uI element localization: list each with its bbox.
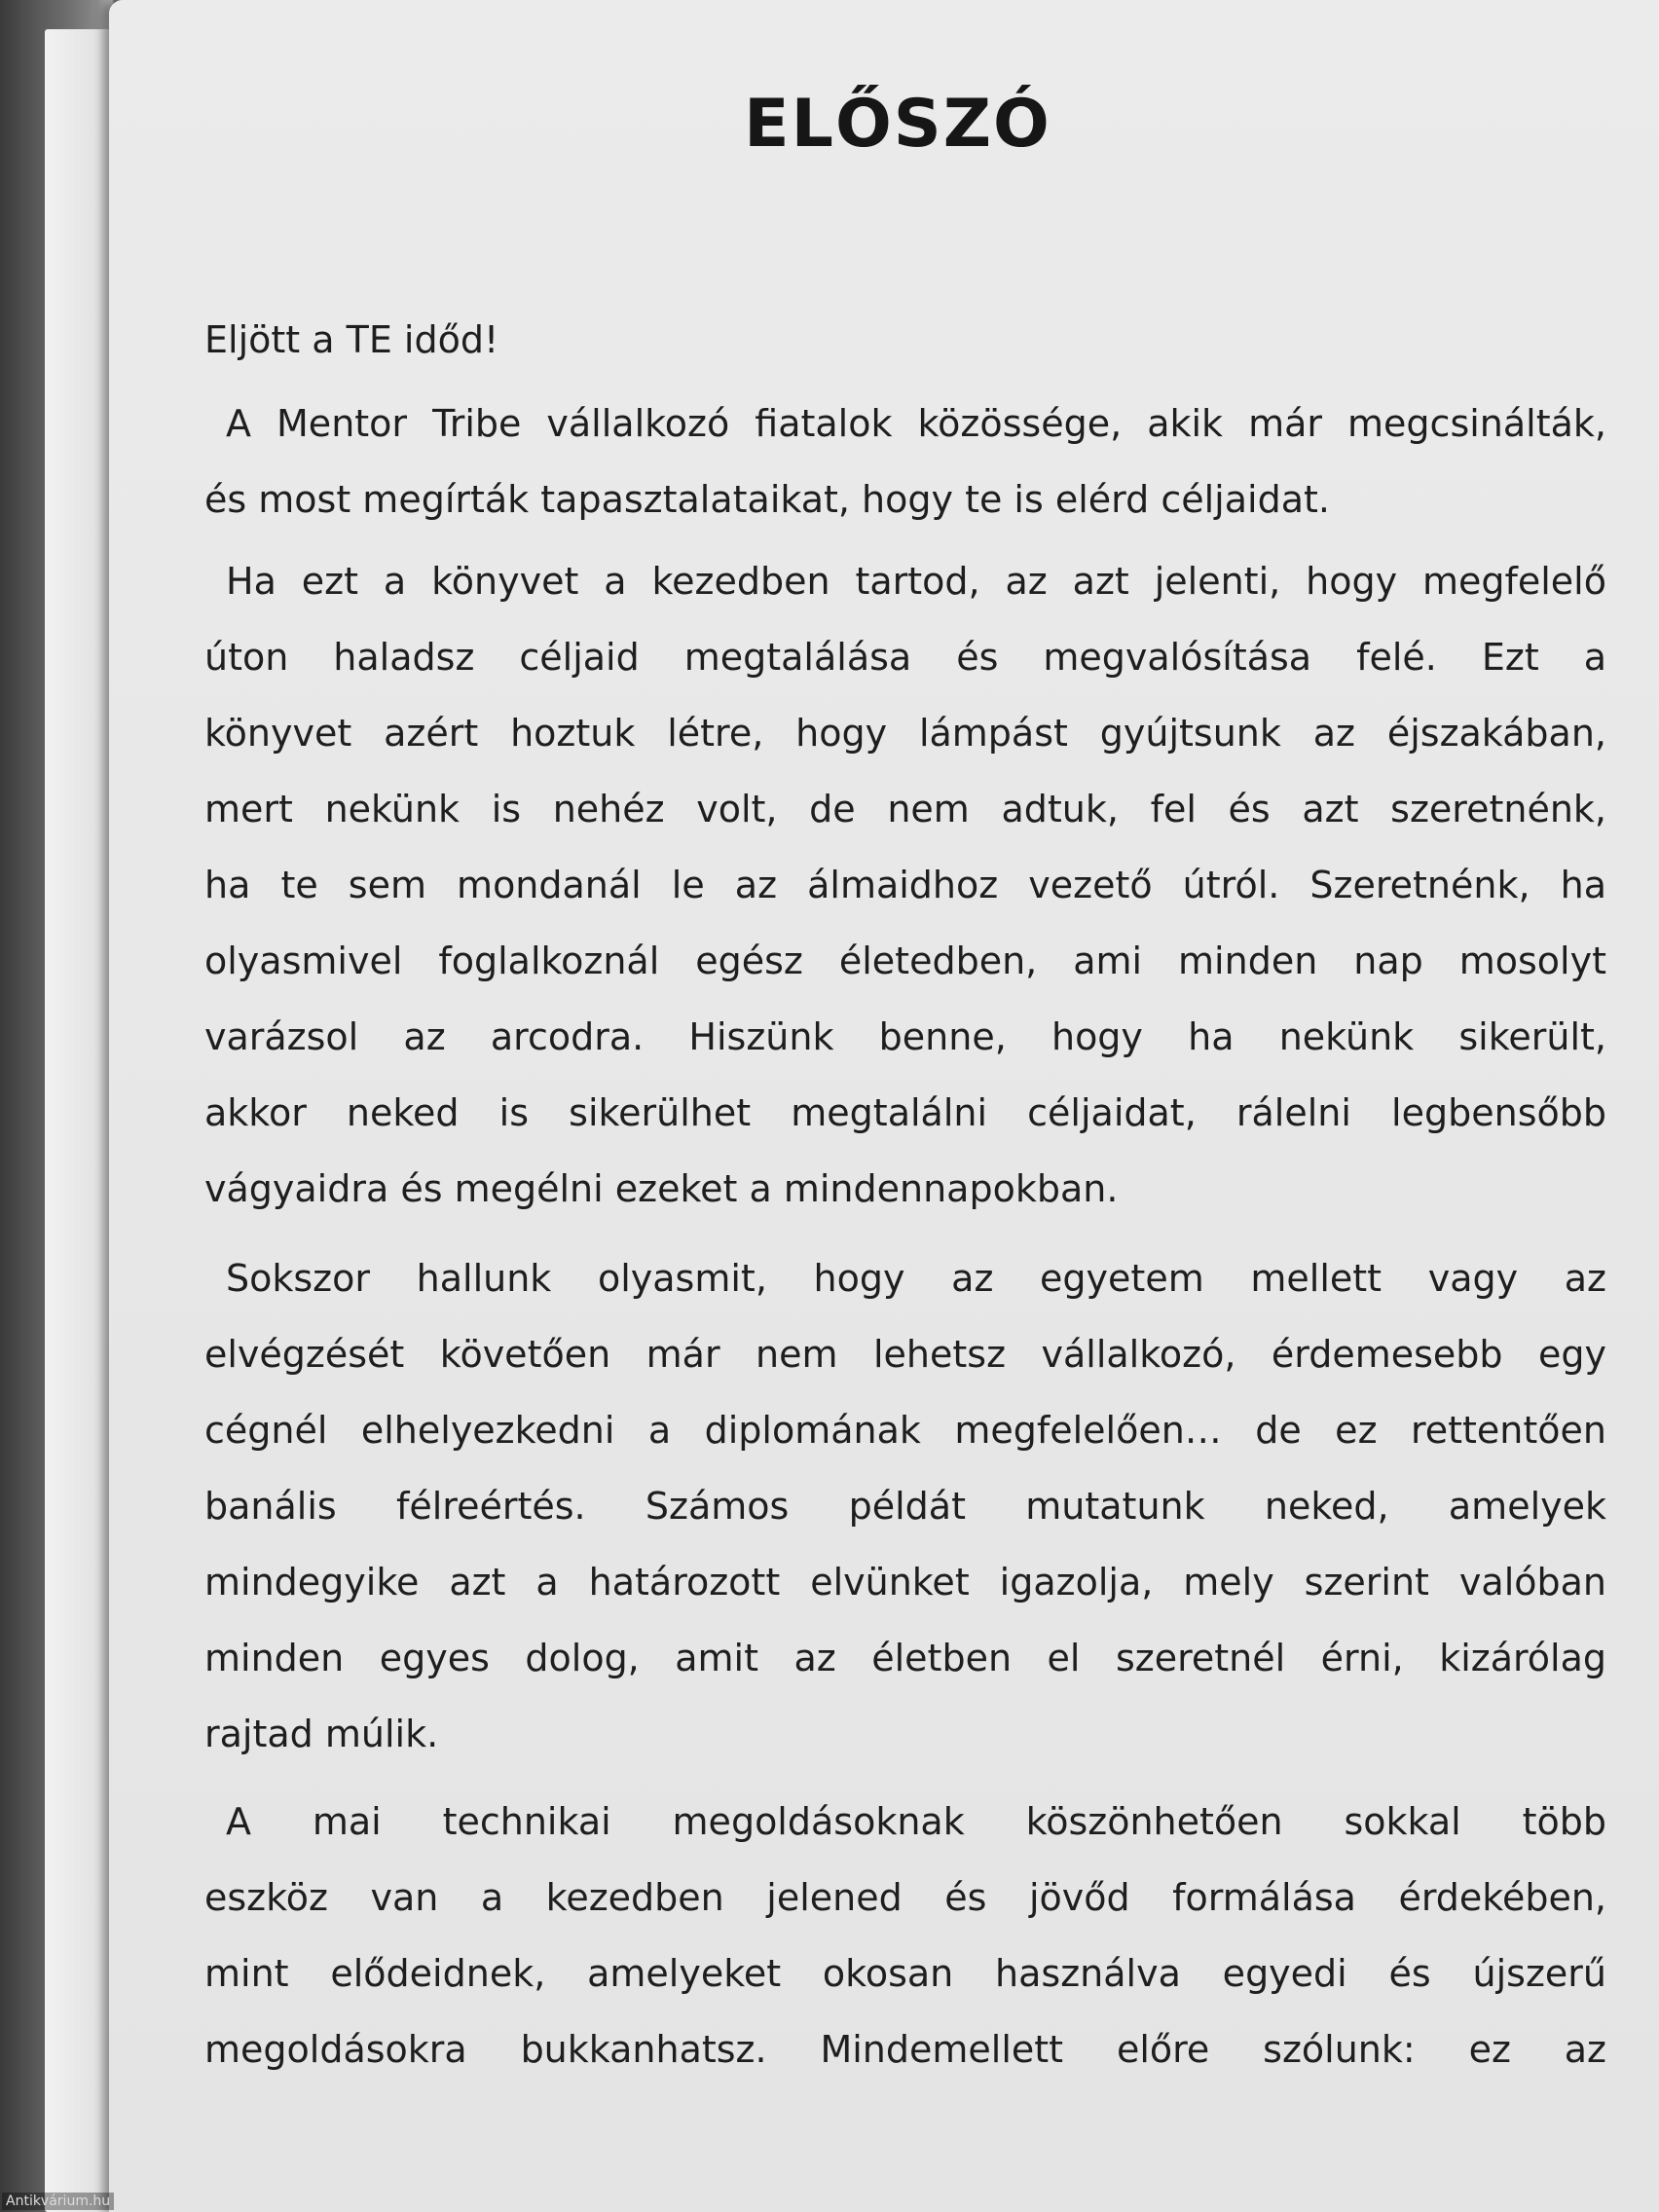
- paragraph-line: elvégzését követően már nem lehetsz vállalkozó, érdemesebb egy: [204, 1333, 1606, 1376]
- paragraph-line: Ha ezt a könyvet a kezedben tartod, az azt jelenti, hogy megfelelő: [226, 560, 1606, 603]
- paragraph-line: banális félreértés. Számos példát mutatunk neked, amelyek: [204, 1485, 1606, 1528]
- paragraph-2: [204, 543, 1606, 1227]
- paragraph-1: [204, 386, 1606, 537]
- book-page: [109, 0, 1659, 2212]
- greeting-line: [204, 302, 1606, 378]
- paragraph-line: könyvet azért hoztuk létre, hogy lámpást gyújtsunk az éjszakában,: [204, 712, 1606, 755]
- greeting-text: Eljött a TE időd!: [204, 318, 499, 361]
- paragraph-line: vágyaidra és megélni ezeket a mindennapokban.: [204, 1167, 1119, 1210]
- paragraph-line: úton haladsz céljaid megtalálása és megvalósítása felé. Ezt a: [204, 636, 1606, 679]
- paragraph-line: ha te sem mondanál le az álmaidhoz vezető útról. Szeretnénk, ha: [204, 864, 1606, 906]
- paragraph-line: minden egyes dolog, amit az életben el szeretnél érni, kizárólag: [204, 1637, 1606, 1679]
- paragraph-4: [204, 1784, 1606, 2087]
- paragraph-line: A mai technikai megoldásoknak köszönhetően sokkal több: [226, 1800, 1606, 1843]
- paragraph-line: rajtad múlik.: [204, 1713, 439, 1755]
- paragraph-line: A Mentor Tribe vállalkozó fiatalok közössége, akik már megcsinálták,: [226, 402, 1606, 445]
- paragraph-line: olyasmivel foglalkoznál egész életedben, ami minden nap mosolyt: [204, 940, 1606, 982]
- source-watermark: Antikvárium.hu: [2, 2193, 114, 2210]
- paragraph-line: eszköz van a kezedben jelened és jövőd formálása érdekében,: [204, 1876, 1606, 1919]
- paragraph-line: akkor neked is sikerülhet megtalálni céljaidat, rálelni legbensőbb: [204, 1091, 1606, 1134]
- paragraph-line: megoldásokra bukkanhatsz. Mindemellett előre szólunk: ez az: [204, 2028, 1606, 2071]
- page-title: ELŐSZÓ: [744, 86, 1051, 163]
- paragraph-line: cégnél elhelyezkedni a diplomának megfelelően… de ez rettentően: [204, 1409, 1606, 1452]
- paragraph-3: [204, 1240, 1606, 1772]
- paragraph-line: mert nekünk is nehéz volt, de nem adtuk, fel és azt szeretnénk,: [204, 788, 1606, 830]
- paragraph-line: Sokszor hallunk olyasmit, hogy az egyetem mellett vagy az: [226, 1257, 1606, 1300]
- paragraph-line: varázsol az arcodra. Hiszünk benne, hogy ha nekünk sikerült,: [204, 1015, 1606, 1058]
- paragraph-line: mindegyike azt a határozott elvünket igazolja, mely szerint valóban: [204, 1561, 1606, 1604]
- paragraph-line: és most megírták tapasztalataikat, hogy te is elérd céljaidat.: [204, 478, 1330, 521]
- paragraph-line: mint elődeidnek, amelyeket okosan használva egyedi és újszerű: [204, 1952, 1606, 1995]
